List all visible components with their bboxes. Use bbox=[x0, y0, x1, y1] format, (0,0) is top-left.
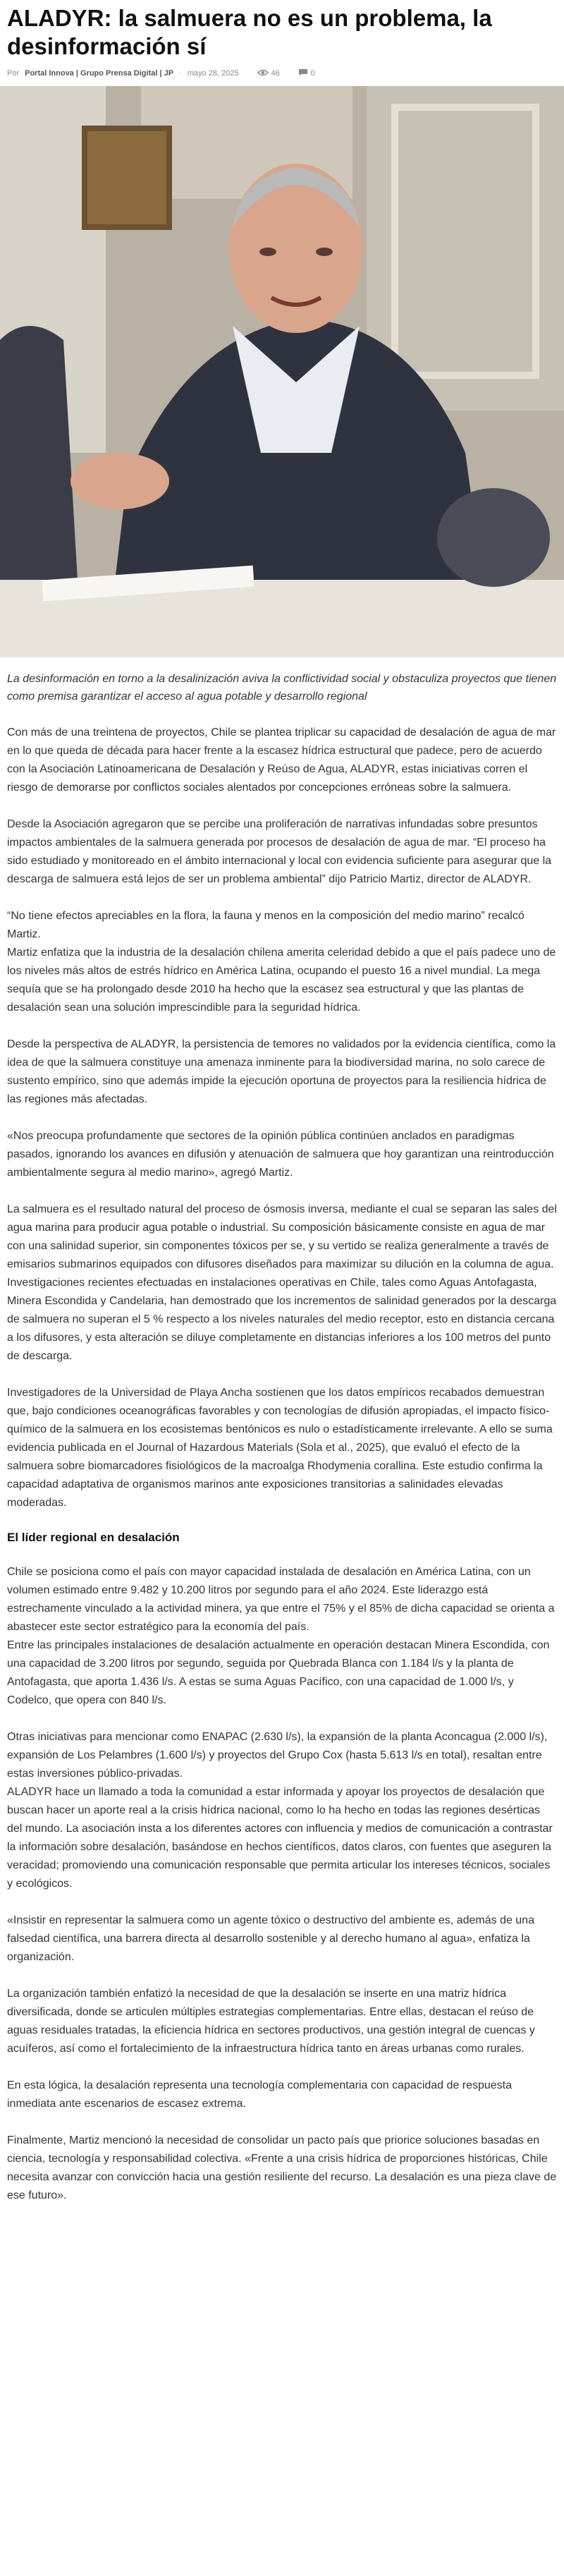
paragraph: Con más de una treintena de proyectos, Chile se plantea triplicar su capacidad de desalación de agua de mar en lo que queda de década para hacer frente a la escasez hídrica estructural que padece, pero de acuerdo con la Asociación Latinoamericana de Desalación y Reúso de Agua, ALADYR, estas iniciativas corren el riesgo de demorarse por conflictos sociales alentados por concepciones erróneas sobre la salmuera. bbox=[7, 727, 556, 794]
paragraph: Entre las principales instalaciones de desalación actualmente en operación destacan Minera Escondida, con una capacidad de 3.200 litros por segundo, seguida por Quebrada Blanca con 1.184 l/s y la planta de Antofagasta, que aporta 1.436 l/s. A estas se suma Aguas Pacífico, con una capacidad de 1.000 l/s, y Codelco, que opera con 840 l/s. bbox=[7, 1639, 550, 1706]
comments-count: 0 bbox=[310, 69, 315, 78]
article-body bbox=[7, 724, 557, 2205]
paragraph: En esta lógica, la desalación representa una tecnología complementaria con capacidad de respuesta inmediata ante escenarios de escasez extrema. bbox=[7, 2079, 513, 2110]
paragraph: «Nos preocupa profundamente que sectores de la opinión pública continúen anclados en paradigmas pasados, ignorando los avances en difusión y atenuación de salmuera que hoy garantizan una reintroducción ambientalmente segura al medio marino», agregó Martiz. bbox=[7, 1130, 554, 1179]
views-count: 46 bbox=[271, 69, 280, 78]
image-caption: La desinformación en torno a la desalinización aviva la conflictividad social y obstaculiza proyectos que tienen como premisa garantizar el acceso al agua potable y desarrollo regional bbox=[7, 673, 557, 703]
section-heading: El líder regional en desalación bbox=[7, 1531, 180, 1544]
paragraph: Martiz enfatiza que la industria de la desalación chilena amerita celeridad debido a que el país padece uno de los niveles más altos de estrés hídrico en América Latina, ocupando el puesto 16 a nivel mundial. La mega sequía que se ha prolongado desde 2010 ha hecho que la escasez sea estructural y que las plantas de desalación sean una solución imprescindible para la seguridad hídrica. bbox=[7, 947, 556, 1014]
publish-date: mayo 28, 2025 bbox=[187, 69, 239, 78]
paragraph: ALADYR hace un llamado a toda la comunidad a estar informada y apoyar los proyectos de desalación que buscan hacer un aporte real a la crisis hídrica nacional, como lo ha hecho en todas las regiones desérticas del mundo. La asociación insta a los diferentes actores con influencia y medios de comunicación a contrastar la información sobre desalación, basándose en hechos científicos, datos claros, con fuentes que aseguren la veracidad; promoviendo una comunicación responsable que permita articular los intereses técnicos, sociales y ecológicos. bbox=[7, 1786, 553, 1890]
paragraph: La salmuera es el resultado natural del proceso de ósmosis inversa, mediante el cual se separan las sales del agua marina para producir agua potable o industrial. Su composición básicamente consiste en agua de mar con una salinidad superior, sin componentes tóxicos per se, y su vertido se realiza generalmente a través de emisarios submarinos equipados con difusores diseñados para maximizar su dilución en la columna de agua. Investigaciones recientes efectuadas en instalaciones operativas en Chile, tales como Aguas Antofagasta, Minera Escondida y Candelaria, han demostrado que los incrementos de salinidad generados por la descarga de salmuera no superan el 5 % respecto a los niveles naturales del medio receptor, esto en distancia cercana a los difusores, y esta alteración se diluye completamente en distancias inferiores a los 100 metros del punto de descarga. bbox=[7, 1203, 557, 1362]
paragraph: Finalmente, Martiz mencionó la necesidad de consolidar un pacto país que priorice soluciones basadas en ciencia, tecnología y responsabilidad colectiva. «Frente a una crisis hídrica de proporciones históricas, Chile necesita avanzar con convicción hacia una gestión resiliente del recurso. La desalación es una pieza clave de ese futuro». bbox=[7, 2134, 557, 2201]
paragraph: Desde la perspectiva de ALADYR, la persistencia de temores no validados por la evidencia científica, como la idea de que la salmuera constituye una amenaza inminente para la biodiversidad marina, no solo carece de sustento empírico, sino que además impide la ejecución oportuna de proyectos para la resiliencia hídrica de las regiones más afectadas. bbox=[7, 1038, 556, 1105]
hero-image bbox=[0, 86, 564, 657]
eye-icon bbox=[257, 69, 269, 78]
comment-icon bbox=[298, 68, 308, 78]
article-meta bbox=[7, 63, 557, 83]
views-stat bbox=[257, 69, 280, 78]
paragraph: Chile se posiciona como el país con mayor capacidad instalada de desalación en América Latina, con un volumen estimado entre 9.482 y 10.200 litros por segundo para el año 2024. Este liderazgo está estrechamente vinculado a la actividad minera, ya que entre el 75% y el 85% de dicha capacidad se orienta a abastecer este sector estratégico para la economía del país. bbox=[7, 1566, 555, 1633]
meta-prefix: Por bbox=[7, 69, 20, 78]
paragraph: “No tiene efectos apreciables en la flora, la fauna y menos en la composición del medio marino” recalcó Martiz. bbox=[7, 910, 525, 940]
paragraph: La organización también enfatizó la necesidad de que la desalación se inserte en una matriz hídrica diversificada, donde se articulen múltiples estrategias complementarias. Entre ellas, destacan el reúso de aguas residuales tratadas, la eficiencia hídrica en sectores productivos, una gestión integral de cuencas y acuíferos, así como el fortalecimiento de la infraestructura hídrica tanto en áreas urbanas como rurales. bbox=[7, 1988, 535, 2055]
article-title: ALADYR: la salmuera no es un problema, la desinformación sí bbox=[7, 5, 492, 59]
paragraph: «Insistir en representar la salmuera como un agente tóxico o destructivo del ambiente es, además de una falsedad científica, una barrera directa al desarrollo sostenible y al derecho humano al agua», enfatiza la organización. bbox=[7, 1914, 534, 1963]
paragraph: Otras iniciativas para mencionar como ENAPAC (2.630 l/s), la expansión de la planta Aconcagua (2.000 l/s), expansión de Los Pelambres (1.600 l/s) y proyectos del Grupo Cox (hasta 5.613 l/s en total), resaltan entre estas inversiones público-privadas. bbox=[7, 1731, 548, 1780]
paragraph: Investigadores de la Universidad de Playa Ancha sostienen que los datos empíricos recabados demuestran que, bajo condiciones oceanográficas favorables y con tecnologías de difusión apropiadas, el impacto físico-químico de la salmuera en los ecosistemas bentónicos es nulo o estadísticamente irrelevante. A ello se suma evidencia publicada en el Journal of Hazardous Materials (Sola et al., 2025), que evaluó el efecto de la salmuera sobre biomarcadores fisiológicos de la macroalga Rhodymenia corallina. Este estudio confirma la capacidad adaptativa de organismos marinos ante exposiciones transitorias a salinidades elevadas moderadas. bbox=[7, 1387, 553, 1509]
comments-stat[interactable] bbox=[298, 68, 315, 78]
author-link[interactable]: Portal Innova | Grupo Prensa Digital | JP bbox=[25, 69, 174, 78]
paragraph: Desde la Asociación agregaron que se percibe una proliferación de narrativas infundadas sobre presuntos impactos ambientales de la salmuera generada por procesos de desalación de agua de mar. “El proceso ha sido estudiado y monitoreado en el ámbito internacional y local con evidencia suficiente para asegurar que la descarga de salmuera está lejos de ser un problema ambiental” dijo Patricio Martiz, director de ALADYR. bbox=[7, 818, 552, 885]
hero-photo-illustration bbox=[0, 86, 564, 657]
meta-separator: - bbox=[179, 69, 182, 78]
